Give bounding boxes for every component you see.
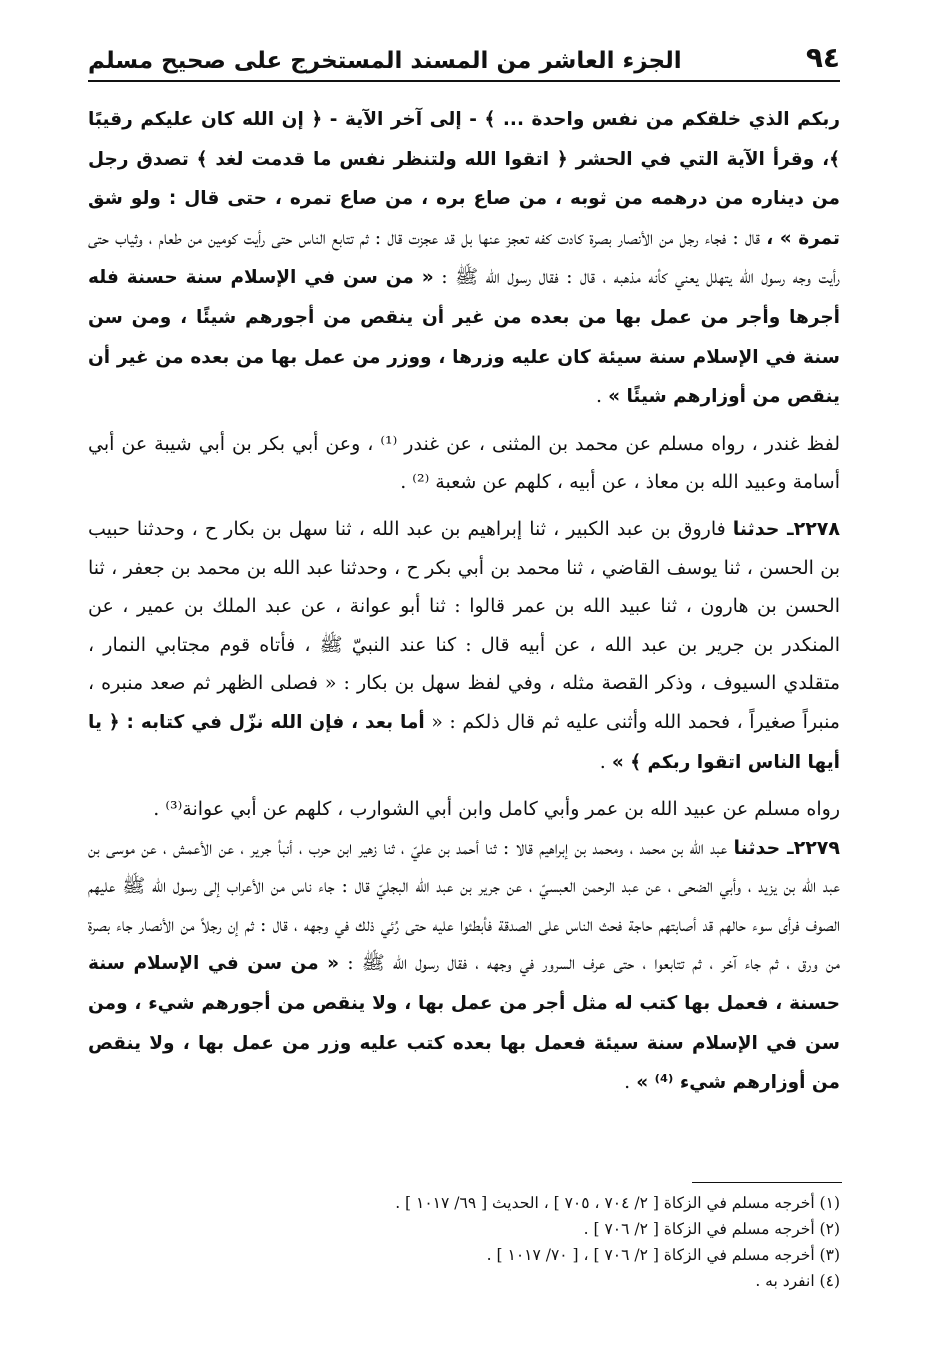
footnote: (٤) انفرد به . — [755, 1272, 840, 1290]
hadith-quote: « من سن في الإسلام سنة حسنة ، فعمل بها كتب له مثل أجر من عمل بها ، ولا ينقص من أجورهم شيء ، ومن سن في الإسلام سنة سيئة فعمل بها بعده كتب عليه وزر من عمل بها ، ولا ينقص من أوزارهم شيء ⁽⁴⁾ » — [88, 953, 840, 1094]
punctuation: . — [595, 385, 609, 408]
narration-text: فاروق بن عبد الكبير ، ثنا إبراهيم بن عبد الله ، ثنا سهل بن بكار ح ، وحدثنا حبيب بن الحسن ، ثنا يوسف القاضي ، ثنا محمد بن أبي بكر ح ، وحدثنا عبد الله بن محمد بن جعفر ، ثنا الحسن بن هارون ، ثنا عبيد الله بن عمر قالوا : ثنا أبو عوانة ، عن عبد الملك بن عمير ، عن المنكدر بن جرير بن عبد الله ، عن أبيه قال : كنا عند النبيّ ﷺ ، فأتاه قوم مجتابي النمار ، متقلدي السيوف ، وذكر القصة مثله ، وفي لفظ سهل بن بكار : « فصلى الظهر ثم صعد منبره ، منبراً صغيراً ، فحمد الله وأثنى عليه ثم قال ذلكم : « — [88, 517, 840, 733]
hadith-2278 — [88, 510, 840, 782]
punctuation: . — [599, 750, 612, 773]
punctuation: . — [624, 1071, 637, 1094]
footnote-divider — [692, 1182, 842, 1183]
hadith-number: ٢٢٧٩ـ حدثنا — [733, 836, 840, 859]
footnotes — [90, 1190, 840, 1294]
footnote: (٣) أخرجه مسلم في الزكاة [ ٢/ ٧٠٦ ] ، [ ٧٠/ ١٠١٧ ] . — [486, 1246, 840, 1264]
narration-text: عبد الله بن محمد ، ومحمد بن إبراهيم قالا : ثنا أحمد بن عليّ ، ثنا زهير ابن حرب ، أنبأ جرير ، عن الأعمش ، عن موسى بن عبد الله بن يزيد ، وأبي الضحى ، عن عبد الرحمن العبسيّ ، عن جرير بن عبد الله البجليّ قال : جاء ناس من الأعراب إلى رسول الله ﷺ عليهم الصوف فرأى سوء حالهم قد أصابتهم حاجة فحث الناس على الصدقة فأبطئوا عليه حتى رُئي ذلك في وجهه ، قال : ثم إن رجلاً من الأنصار جاء بصرة من ورق ، ثم جاء آخر ، ثم تتابعوا ، حتى عرف السرور في وجهه ، فقال رسول الله ﷺ : — [88, 836, 840, 975]
paragraph — [88, 100, 840, 417]
hadith-quote: أما بعد ، فإن الله نزّل في كتابه : ﴿ يا أيها الناس اتقوا ربكم ﴾ » — [88, 711, 840, 773]
hadith-number: ٢٢٧٨ـ حدثنا — [732, 517, 840, 540]
hadith-2279 — [88, 829, 840, 1103]
footnote: (٢) أخرجه مسلم في الزكاة [ ٢/ ٧٠٦ ] . — [583, 1220, 840, 1238]
main-text — [88, 100, 840, 1103]
paragraph: رواه مسلم عن عبيد الله بن عمر وأبي كامل وابن أبي الشوارب ، كلهم عن أبي عوانة⁽³⁾ . — [153, 798, 840, 821]
running-title: الجزء العاشر من المسند المستخرج على صحيح مسلم — [88, 48, 682, 74]
footnote: (١) أخرجه مسلم في الزكاة [ ٢/ ٧٠٤ ، ٧٠٥ ] ، الحديث [ ٦٩/ ١٠١٧ ] . — [395, 1194, 840, 1212]
narration-text: قال : فجاء رجل من الأنصار بصرة كادت كفه تعجز عنها بل قد عجزت قال : ثم تتابع الناس حتى رأيت كومين من طعام ، وثياب حتى رأيت وجه رسول الله يتهلل يعني كأنه مذهبه ، قال : فقال رسول الله ﷺ : — [88, 226, 840, 289]
page-header — [88, 30, 840, 82]
page — [88, 30, 840, 1103]
hadith-quote: « من سن في الإسلام سنة حسنة فله أجرها وأجر من عمل بها من بعده من غير أن ينقص من أجورهم شيئًا ، ومن سن سنة في الإسلام سنة سيئة كان عليه وزرها ، ووزر من عمل بها من بعده من غير أن ينقص من أوزارهم شيئًا » — [88, 267, 840, 408]
quoted-text: ربكم الذي خلقكم من نفس واحدة ... ﴾ - إلى آخر الآية - ﴿ إن الله كان عليكم رقيبًا ﴾، وقرأ الآية التي في الحشر ﴿ اتقوا الله ولتنظر نفس ما قدمت لغد ﴾ تصدق رجل من ديناره من درهمه من ثوبه ، من صاع بره ، من صاع تمره ، حتى قال : ولو شق تمرة » ، — [88, 109, 840, 249]
paragraph: لفظ غندر ، رواه مسلم عن محمد بن المثنى ، عن غندر ⁽¹⁾ ، وعن أبي بكر بن أبي شيبة عن أبي أسامة وعبيد الله بن معاذ ، عن أبيه ، كلهم عن شعبة ⁽²⁾ . — [88, 432, 840, 494]
page-number: ٩٤ — [805, 41, 840, 74]
